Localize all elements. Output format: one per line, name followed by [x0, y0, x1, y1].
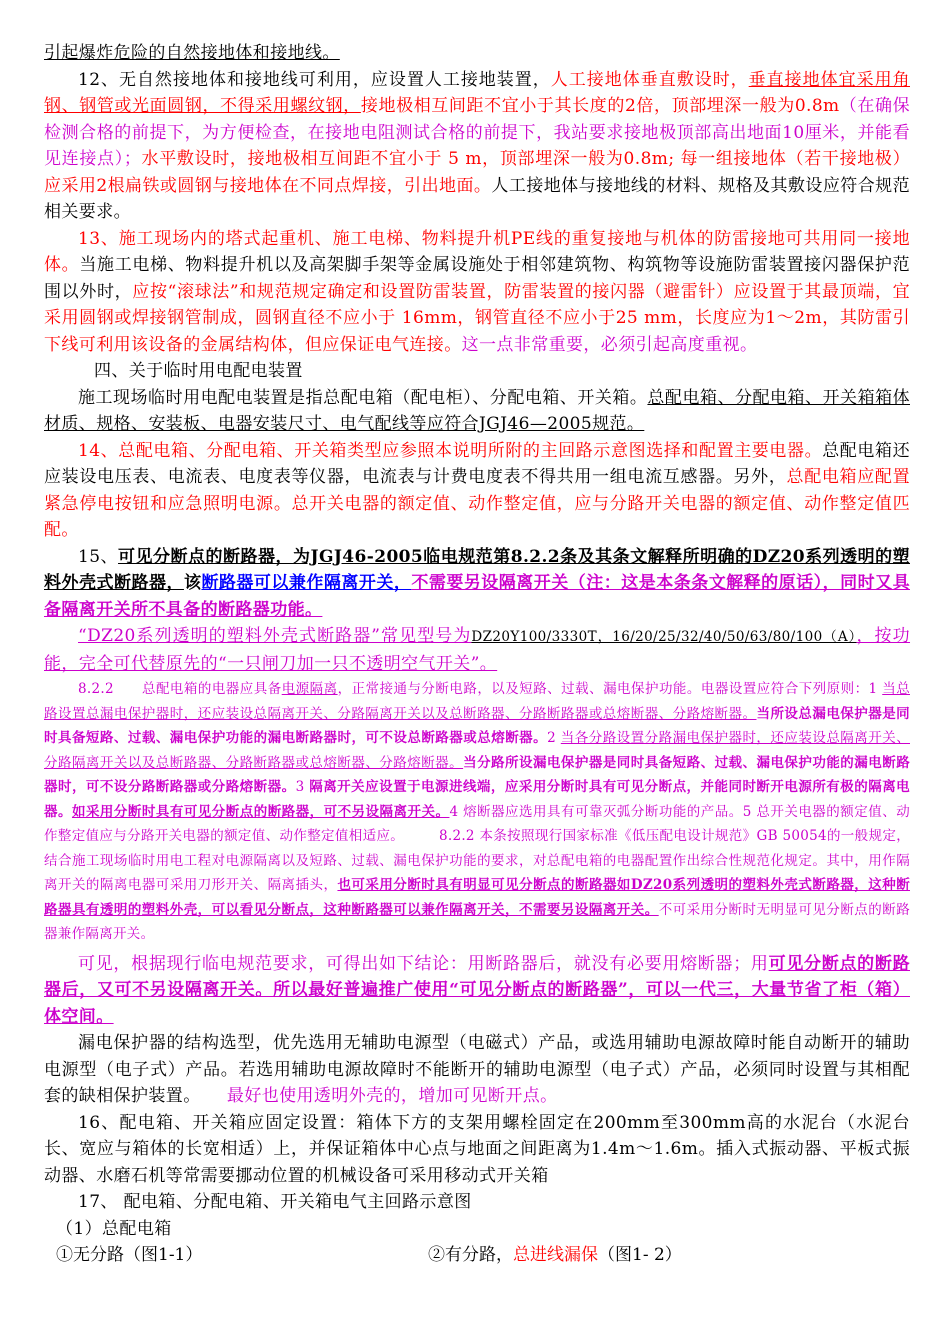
paragraph-16: 16、配电箱、开关箱应固定设置：箱体下方的支架用螺栓固定在200mm至300mm高的水泥台（水泥台长、宽应与箱体的长宽相适）上，并保证箱体中心点与地面之间距离为1.4m～1.6m。插入式振动器、平板式振动器、水磨石机等常需要挪动位置的机械设备可采用移动式开关箱 [44, 1112, 910, 1186]
paragraph-15: 15、可见分断点的断路器，为JGJ46-2005临电规范第8.2.2条及其条文解释所明确的DZ20系列透明的塑料外壳式断路器，该断路器可以兼作隔离开关，不需要另设隔离开关（注：这是本条条文解释的原话），同时又具备隔离开关所不具备的断路器功能。 [44, 546, 910, 620]
paragraph-continuation: 引起爆炸危险的自然接地体和接地线。 [44, 43, 340, 63]
figure-captions [44, 1242, 910, 1269]
paragraph-17: 17、 配电箱、分配电箱、开关箱电气主回路示意图 [78, 1192, 472, 1212]
paragraph-leakage-protector: 漏电保护器的结构选型，优先选用无辅助电源型（电磁式）产品，或选用辅助电源故障时能自动断开的辅助电源型（电子式）产品。若选用辅助电源故障时不能断开的辅助电源型（电子式）产品，必须同时设置与其相配套的缺相保护装置。 最好也使用透明外壳的，增加可见断开点。 [44, 1033, 910, 1106]
paragraph-8-2-2: 8.2.2 总配电箱的电器应具备电源隔离，正常接通与分断电路，以及短路、过载、漏电保护功能。电器设置应符合下列原则：1 当总路设置总漏电保护器时，还应装设总隔离开关、分路隔离开关以及总断路器、分路断路器或总熔断器、分路熔断器。当所设总漏电保护器是同时具备短路、过载、漏电保护功能的漏电断路器时，可不设总断路器或总熔断器。2 当各分路设置分路漏电保护器时，还应装设总隔离开关、分路隔离开关以及总断路器、分路断路器或总熔断器、分路熔断器。当分路所设漏电保护器是同时具备短路、过载、漏电保护功能的漏电断路器时，可不设分路断路器或分路熔断器。3 隔离开关应设置于电源进线端，应采用分断时具有可见分断点，并能同时断开电源所有极的隔离电器。如采用分断时具有可见分断点的断路器，可不另设隔离开关。4 熔断器应选用具有可靠灭弧分断功能的产品。5 总开关电器的额定值、动作整定值应与分路开关电器的额定值、动作整定值相适应。 8.2.2 本条按照现行国家标准《低压配电设计规范》GB 50054的一般规定，结合施工现场临时用电工程对电源隔离以及短路、过载、漏电保护功能的要求，对总配电箱的电器配置作出综合性规范化规定。其中，用作隔离开关的隔离电器可采用刀形开关、隔离插头，也可采用分断时具有明显可见分断点的断路器如DZ20系列透明的塑料外壳式断路器，这种断路器具有透明的塑料外壳，可以看见分断点，这种断路器可以兼作隔离开关，不需要另设隔离开关。不可采用分断时无明显可见分断点的断路器兼作隔离开关。 [44, 681, 910, 942]
subheading-main-box: （1）总配电箱 [56, 1218, 172, 1239]
paragraph-14: 14、总配电箱、分配电箱、开关箱类型应参照本说明所附的主回路示意图选择和配置主要电器。总配电箱还应装设电压表、电流表、电度表等仪器，电流表与计费电度表不得共用一组电流互感器。另外，总配电箱应配置紧急停电按钮和应急照明电源。总开关电器的额定值、动作整定值，应与分路开关电器的额定值、动作整定值匹配。 [44, 440, 910, 540]
paragraph-dz20-models: “DZ20系列透明的塑料外壳式断路器”常见型号为DZ20Y100/3330T，16/20/25/32/40/50/63/80/100（A），按功能，完全可代替原先的“一只闸刀加一只不透明空气开关”。 [44, 626, 911, 674]
section-heading-4: 四、关于临时用电配电装置 [94, 361, 303, 381]
document-page [44, 40, 910, 1269]
paragraph-intro: 施工现场临时用电配电装置是指总配电箱（配电柜）、分配电箱、开关箱。总配电箱、分配电箱、开关箱箱体材质、规格、安装板、电器安装尺寸、电气配线等应符合JGJ46—2005规范。 [44, 387, 910, 434]
figure-caption-1-1: ①无分路（图1-1） [56, 1245, 203, 1265]
figure-caption-1-2: ②有分路，总进线漏保（图1- 2） [428, 1245, 682, 1265]
paragraph-12: 12、无自然接地体和接地线可利用，应设置人工接地装置，人工接地体垂直敷设时，垂直接地体宜采用角钢、钢管或光面圆钢，不得采用螺纹钢，接地极相互间距不宜小于其长度的2倍，顶部埋深一般为0.8m（在确保检测合格的前提下，为方便检查，在接地电阻测试合格的前提下，我站要求接地极顶部高出地面10厘米，并能看见连接点）；水平敷设时，接地极相互间距不宜小于 5 m，顶部埋深一般为0.8m; 每一组接地体（若干接地极）应采用2根扁铁或圆钢与接地体在不同点焊接，引出地面。人工接地体与接地线的材料、规格及其敷设应符合规范相关要求。 [44, 69, 911, 222]
paragraph-conclusion: 可见，根据现行临电规范要求，可得出如下结论：用断路器后，就没有必要用熔断器；用可见分断点的断路器后，又可不另设隔离开关。所以最好普遍推广使用“可见分断点的断路器”，可以一代三，大量节省了柜（箱）体空间。 [44, 953, 910, 1027]
paragraph-13: 13、施工现场内的塔式起重机、施工电梯、物料提升机PE线的重复接地与机体的防雷接地可共用同一接地体。当施工电梯、物料提升机以及高架脚手架等金属设施处于相邻建筑物、构筑物等设施防雷装置接闪器保护范围以外时，应按“滚球法”和规范规定确定和设置防雷装置，防雷装置的接闪器（避雷针）应设置于其最顶端，宜采用圆钢或焊接钢管制成，圆钢直径不应小于 16mm，钢管直径不应小于25 mm，长度应为1～2m，其防雷引下线可利用该设备的金属结构体，但应保证电气连接。这一点非常重要，必须引起高度重视。 [44, 228, 910, 355]
